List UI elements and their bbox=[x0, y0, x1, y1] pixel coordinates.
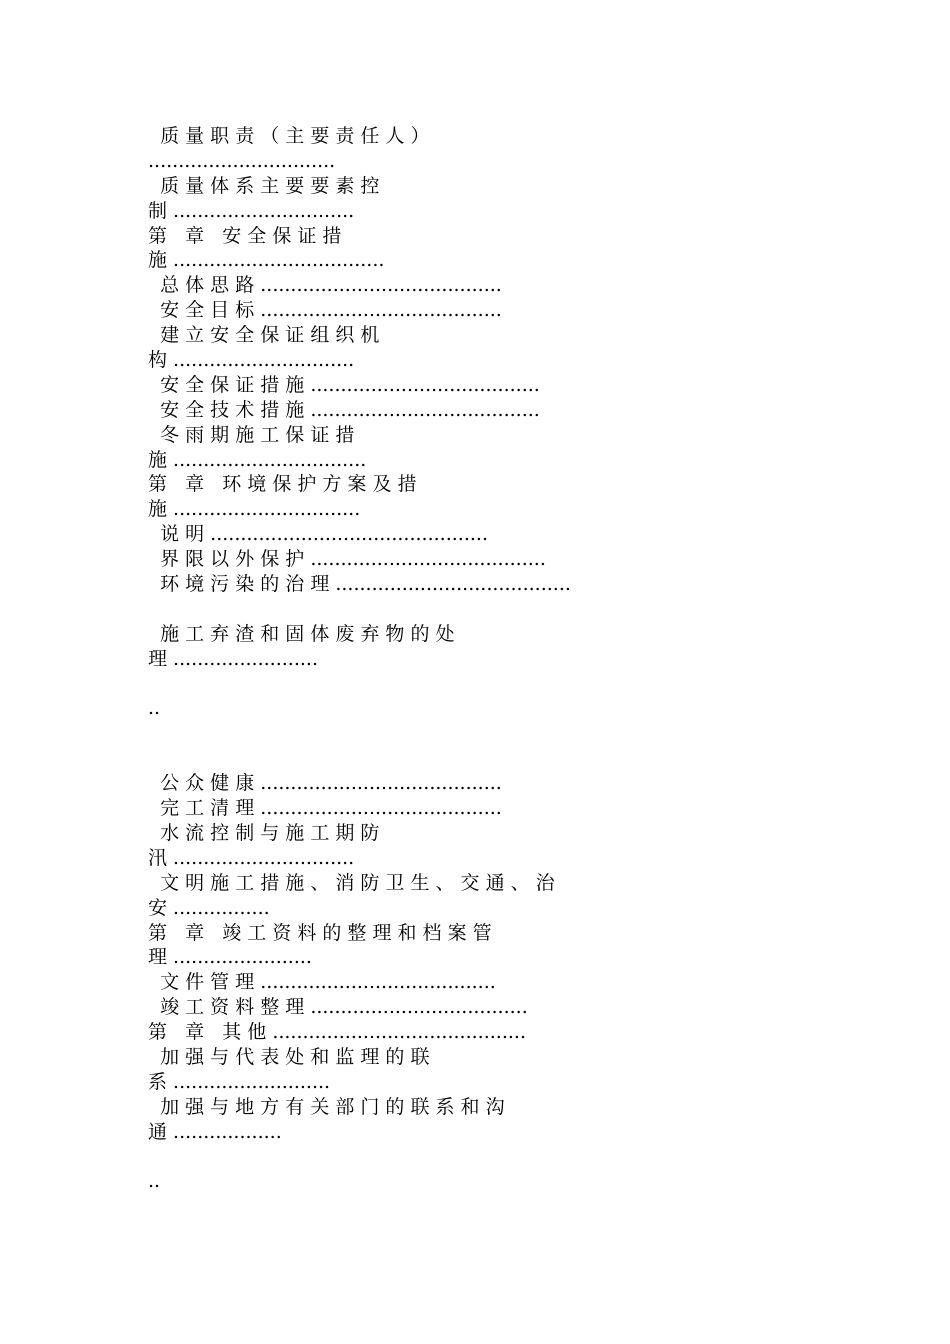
toc-line: 质 量 职 责 （ 主 要 责 任 人 ） bbox=[148, 125, 430, 147]
toc-line: ............................... bbox=[148, 149, 336, 172]
toc-line: 安 ................ bbox=[148, 896, 270, 919]
toc-blank-line bbox=[148, 597, 848, 622]
toc-line: 安 全 技 术 措 施 ...................................... bbox=[148, 398, 540, 421]
toc-line: 理 ........................ bbox=[148, 647, 318, 670]
toc-line: 环 境 污 染 的 治 理 ....................................... bbox=[148, 573, 571, 596]
toc-line: 文 件 管 理 ....................................... bbox=[148, 971, 496, 994]
toc-line: 冬 雨 期 施 工 保 证 措 bbox=[148, 423, 355, 446]
toc-line: 安 全 保 证 措 施 ...................................... bbox=[148, 373, 540, 396]
toc-line: 施 ................................ bbox=[148, 448, 367, 471]
toc-line: 施 ............................... bbox=[148, 498, 361, 521]
toc-blank-line bbox=[148, 1145, 848, 1170]
toc-line: .. bbox=[148, 1170, 161, 1193]
toc-line: 界 限 以 外 保 护 ....................................... bbox=[148, 548, 546, 571]
toc-line: 第 章 环 境 保 护 方 案 及 措 bbox=[148, 473, 417, 496]
toc-line: 公 众 健 康 ........................................ bbox=[148, 772, 502, 795]
toc-line: 通 .................. bbox=[148, 1120, 282, 1143]
toc-line: 质 量 体 系 主 要 要 素 控 bbox=[148, 174, 380, 197]
toc-blank-line bbox=[148, 721, 848, 746]
toc-line: 水 流 控 制 与 施 工 期 防 bbox=[148, 821, 380, 844]
toc-line: 安 全 目 标 ........................................ bbox=[148, 299, 502, 322]
toc-line: 施 工 弃 渣 和 固 体 废 弃 物 的 处 bbox=[148, 622, 455, 645]
toc-blank-line bbox=[148, 672, 848, 697]
toc-line: 第 章 安 全 保 证 措 bbox=[148, 224, 342, 247]
table-of-contents bbox=[148, 124, 848, 1194]
toc-line: 第 章 其 他 .......................................... bbox=[148, 1021, 526, 1044]
toc-line: 竣 工 资 料 整 理 .................................... bbox=[148, 996, 528, 1019]
toc-blank-line bbox=[148, 746, 848, 771]
toc-line: 第 章 竣 工 资 料 的 整 理 和 档 案 管 bbox=[148, 921, 492, 944]
toc-line: 加 强 与 代 表 处 和 监 理 的 联 bbox=[148, 1045, 430, 1068]
toc-line: 建 立 安 全 保 证 组 织 机 bbox=[148, 324, 380, 347]
toc-line: 说 明 .............................................. bbox=[148, 523, 488, 546]
toc-line: 加 强 与 地 方 有 关 部 门 的 联 系 和 沟 bbox=[148, 1095, 505, 1118]
toc-line: 制 .............................. bbox=[148, 199, 355, 222]
toc-line: 总 体 思 路 ........................................ bbox=[148, 274, 502, 297]
toc-line: 汛 .............................. bbox=[148, 846, 355, 869]
toc-line: 文 明 施 工 措 施 、 消 防 卫 生 、 交 通 、 治 bbox=[148, 871, 555, 894]
toc-line: 理 ....................... bbox=[148, 946, 312, 969]
toc-line: .. bbox=[148, 697, 161, 720]
toc-line: 完 工 清 理 ........................................ bbox=[148, 797, 502, 820]
toc-line: 系 .......................... bbox=[148, 1070, 331, 1093]
toc-line: 施 ................................... bbox=[148, 249, 385, 272]
toc-line: 构 .............................. bbox=[148, 349, 355, 372]
